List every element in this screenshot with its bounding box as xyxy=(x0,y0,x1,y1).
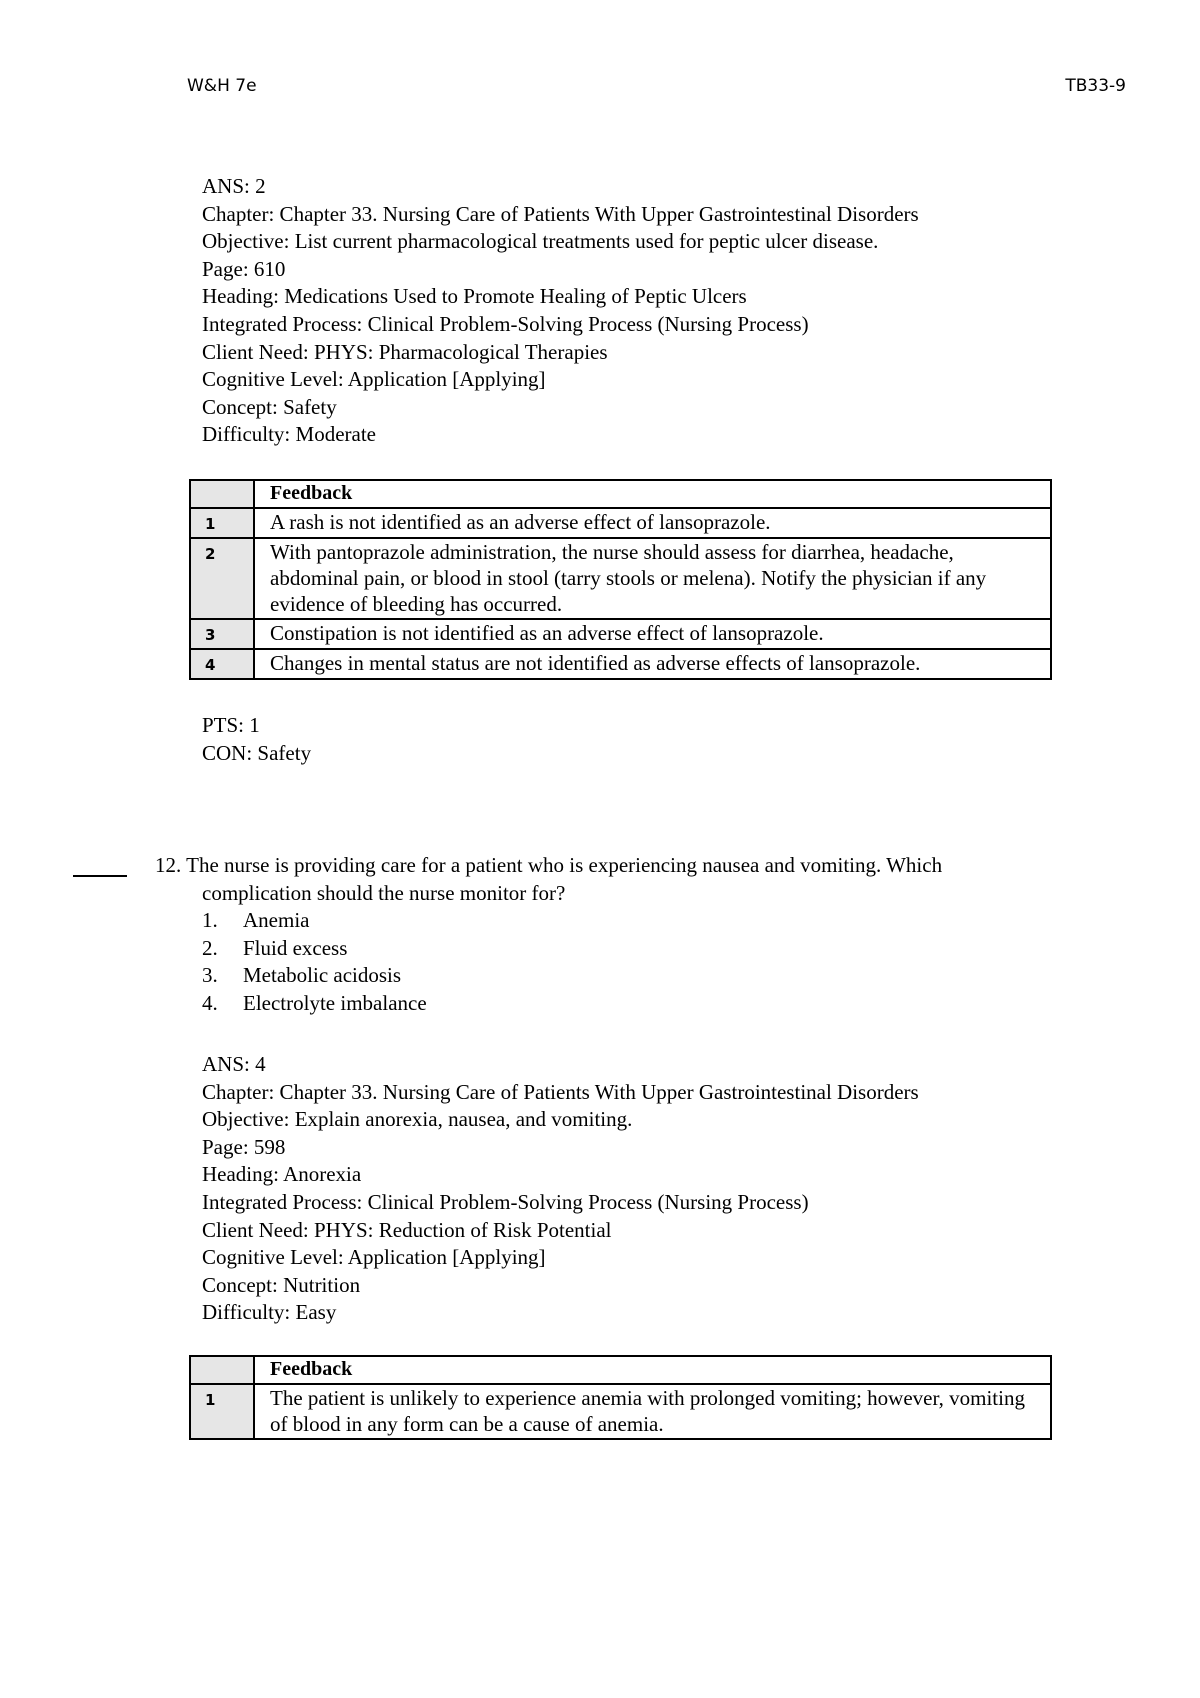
objective-line: Objective: List current pharmacological treatments used for peptic ulcer disease. xyxy=(202,229,879,254)
answer-metadata-block xyxy=(202,173,919,449)
chapter-line: Chapter: Chapter 33. Nursing Care of Patients With Upper Gastrointestinal Disorders xyxy=(202,201,919,226)
option-item xyxy=(202,962,942,990)
feedback-number: 2 xyxy=(190,538,254,619)
points-block xyxy=(202,712,311,767)
feedback-corner-cell xyxy=(190,480,254,508)
question-stem-continued: complication should the nurse monitor for? xyxy=(202,880,566,905)
option-item xyxy=(202,990,942,1018)
option-text: Fluid excess xyxy=(243,935,348,960)
points-line: PTS: 1 xyxy=(202,713,260,737)
chapter-line: Chapter: Chapter 33. Nursing Care of Patients With Upper Gastrointestinal Disorders xyxy=(202,1079,919,1104)
feedback-number: 4 xyxy=(190,649,254,679)
con-line: CON: Safety xyxy=(202,740,312,765)
feedback-row xyxy=(190,649,1051,679)
integrated-process-line: Integrated Process: Clinical Problem-Solving Process (Nursing Process) xyxy=(202,311,809,336)
concept-line: Concept: Safety xyxy=(202,394,337,419)
feedback-row xyxy=(190,508,1051,538)
page-line: Page: 610 xyxy=(202,256,286,281)
cognitive-level-line: Cognitive Level: Application [Applying] xyxy=(202,367,546,392)
concept-line: Concept: Nutrition xyxy=(202,1272,361,1297)
feedback-table xyxy=(189,1355,1052,1440)
question-12 xyxy=(155,852,942,1018)
feedback-header: Feedback xyxy=(254,1356,1051,1384)
feedback-corner-cell xyxy=(190,1356,254,1384)
client-need-line: Client Need: PHYS: Reduction of Risk Potential xyxy=(202,1217,612,1242)
answer-blank xyxy=(73,875,127,877)
client-need-line: Client Need: PHYS: Pharmacological Therapies xyxy=(202,339,608,364)
feedback-text: The patient is unlikely to experience anemia with prolonged vomiting; however, vomiting of blood in any form can be a cause of anemia. xyxy=(254,1384,1051,1439)
feedback-number: 1 xyxy=(190,508,254,538)
heading-line: Heading: Anorexia xyxy=(202,1162,362,1187)
objective-line: Objective: Explain anorexia, nausea, and vomiting. xyxy=(202,1107,633,1132)
feedback-text: A rash is not identified as an adverse effect of lansoprazole. xyxy=(254,508,1051,538)
feedback-text: Changes in mental status are not identified as adverse effects of lansoprazole. xyxy=(254,649,1051,679)
header-left: W&H 7e xyxy=(187,76,257,96)
option-number: 2. xyxy=(202,935,218,960)
feedback-row xyxy=(190,1384,1051,1439)
integrated-process-line: Integrated Process: Clinical Problem-Solving Process (Nursing Process) xyxy=(202,1189,809,1214)
feedback-number: 3 xyxy=(190,619,254,649)
feedback-text: Constipation is not identified as an adverse effect of lansoprazole. xyxy=(254,619,1051,649)
option-number: 1. xyxy=(202,908,218,933)
option-number: 4. xyxy=(202,990,218,1015)
option-text: Electrolyte imbalance xyxy=(243,990,427,1015)
option-item xyxy=(202,907,942,935)
feedback-header: Feedback xyxy=(254,480,1051,508)
feedback-row xyxy=(190,619,1051,649)
feedback-header-row xyxy=(190,1356,1051,1384)
cognitive-level-line: Cognitive Level: Application [Applying] xyxy=(202,1245,546,1270)
option-item xyxy=(202,935,942,963)
feedback-row xyxy=(190,538,1051,619)
option-number: 3. xyxy=(202,963,218,988)
feedback-text: With pantoprazole administration, the nurse should assess for diarrhea, headache, abdominal pain, or blood in stool (tarry stools or melena). Notify the physician if any evidence of bleeding has occurred. xyxy=(254,538,1051,619)
header-right: TB33-9 xyxy=(1065,76,1126,96)
feedback-header-row xyxy=(190,480,1051,508)
difficulty-line: Difficulty: Moderate xyxy=(202,422,376,447)
page-line: Page: 598 xyxy=(202,1134,286,1159)
option-text: Anemia xyxy=(243,908,310,933)
answer-line: ANS: 2 xyxy=(202,174,266,198)
option-text: Metabolic acidosis xyxy=(243,963,402,988)
answer-options xyxy=(155,907,942,1017)
heading-line: Heading: Medications Used to Promote Healing of Peptic Ulcers xyxy=(202,284,747,309)
difficulty-line: Difficulty: Easy xyxy=(202,1300,337,1325)
answer-metadata-block xyxy=(202,1051,919,1327)
question-stem: 12. The nurse is providing care for a patient who is experiencing nausea and vomiting. Which xyxy=(155,853,943,877)
feedback-table xyxy=(189,479,1052,680)
answer-line: ANS: 4 xyxy=(202,1052,266,1076)
feedback-number: 1 xyxy=(190,1384,254,1439)
